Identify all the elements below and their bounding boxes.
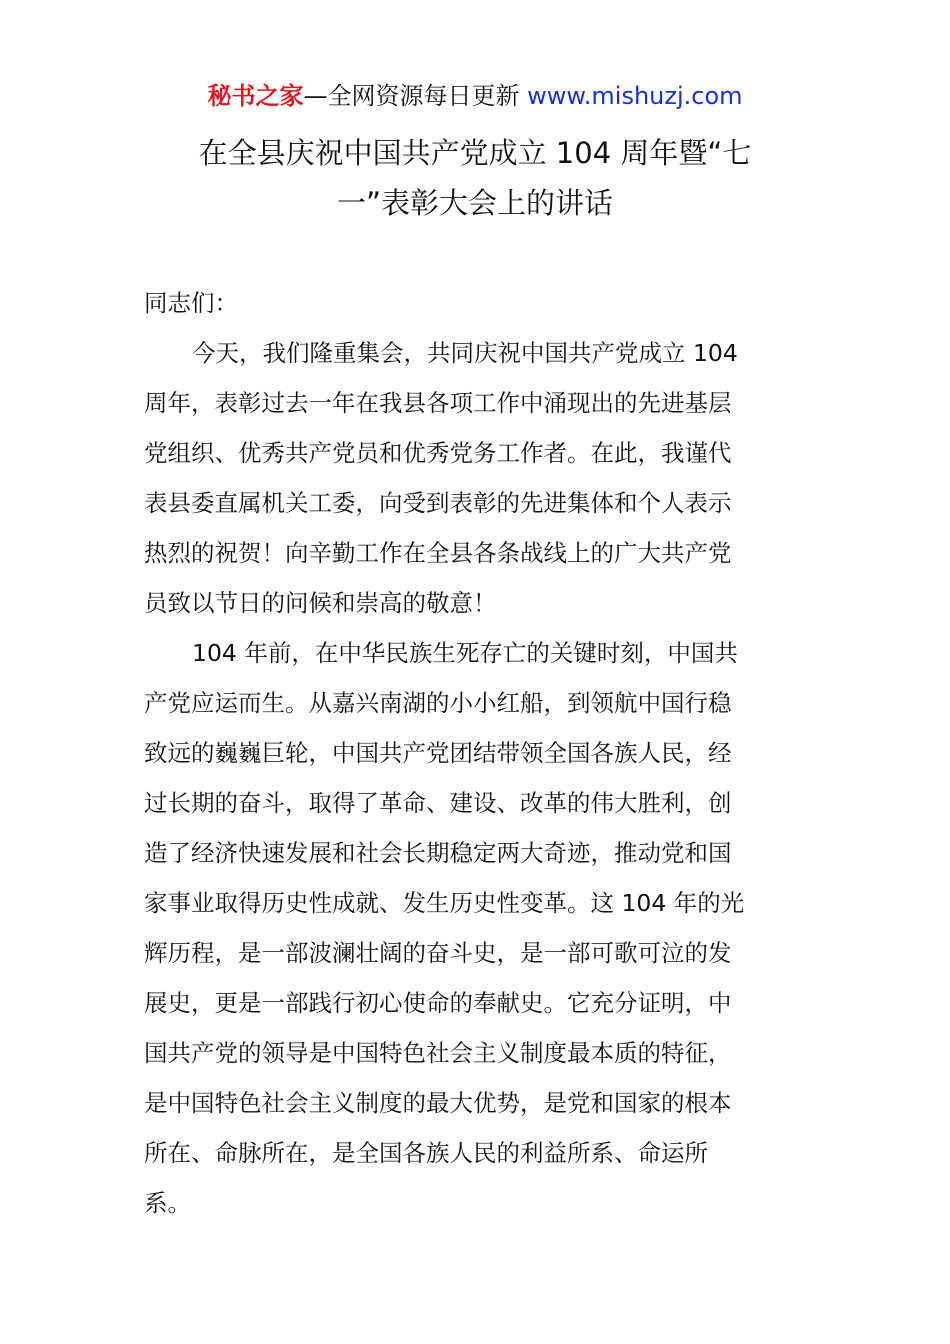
paragraph-line: 系。	[144, 1189, 191, 1217]
paragraph-line: 周年，表彰过去一年在我县各项工作中涌现出的先进基层	[144, 389, 732, 417]
paragraph-line: 党组织、优秀共产党员和优秀党务工作者。在此，我谨代	[144, 439, 732, 467]
site-url-link[interactable]: www.mishuzj.com	[527, 82, 743, 110]
paragraph-line: 表县委直属机关工委，向受到表彰的先进集体和个人表示	[144, 489, 732, 517]
speech-body	[144, 278, 810, 1228]
paragraph-line: 热烈的祝贺！向辛勤工作在全县各条战线上的广大共产党	[144, 539, 732, 567]
paragraph-line: 员致以节日的问候和崇高的敬意！	[144, 589, 497, 617]
title-line: 一”表彰大会上的讲话	[336, 186, 614, 220]
paragraph-line: 致远的巍巍巨轮，中国共产党团结带领全国各族人民，经	[144, 739, 732, 767]
paragraph-line: 家事业取得历史性成就、发生历史性变革。这 104 年的光	[144, 889, 745, 917]
paragraph-line: 展史，更是一部践行初心使命的奉献史。它充分证明，中	[144, 989, 732, 1017]
paragraph-1	[144, 328, 810, 628]
paragraph-line: 是中国特色社会主义制度的最大优势，是党和国家的根本	[144, 1089, 732, 1117]
brand-name: 秘书之家	[207, 82, 304, 110]
site-header	[0, 80, 950, 112]
paragraph-line: 所在、命脉所在，是全国各族人民的利益所系、命运所	[144, 1139, 708, 1167]
header-tagline: —全网资源每日更新	[303, 82, 528, 110]
title-line: 在全县庆祝中国共产党成立 104 周年暨“七	[198, 136, 752, 170]
paragraph-line: 辉历程，是一部波澜壮阔的奋斗史，是一部可歌可泣的发	[144, 939, 732, 967]
document-title	[140, 128, 810, 228]
paragraph-line: 造了经济快速发展和社会长期稳定两大奇迹，推动党和国	[144, 839, 732, 867]
paragraph-line: 产党应运而生。从嘉兴南湖的小小红船，到领航中国行稳	[144, 689, 732, 717]
salutation: 同志们：	[144, 289, 238, 317]
paragraph-line: 今天，我们隆重集会，共同庆祝中国共产党成立 104	[192, 339, 738, 367]
paragraph-line: 过长期的奋斗，取得了革命、建设、改革的伟大胜利，创	[144, 789, 732, 817]
paragraph-line: 104 年前，在中华民族生死存亡的关键时刻，中国共	[192, 639, 738, 667]
paragraph-line: 国共产党的领导是中国特色社会主义制度最本质的特征，	[144, 1039, 732, 1067]
paragraph-2	[144, 628, 810, 1228]
